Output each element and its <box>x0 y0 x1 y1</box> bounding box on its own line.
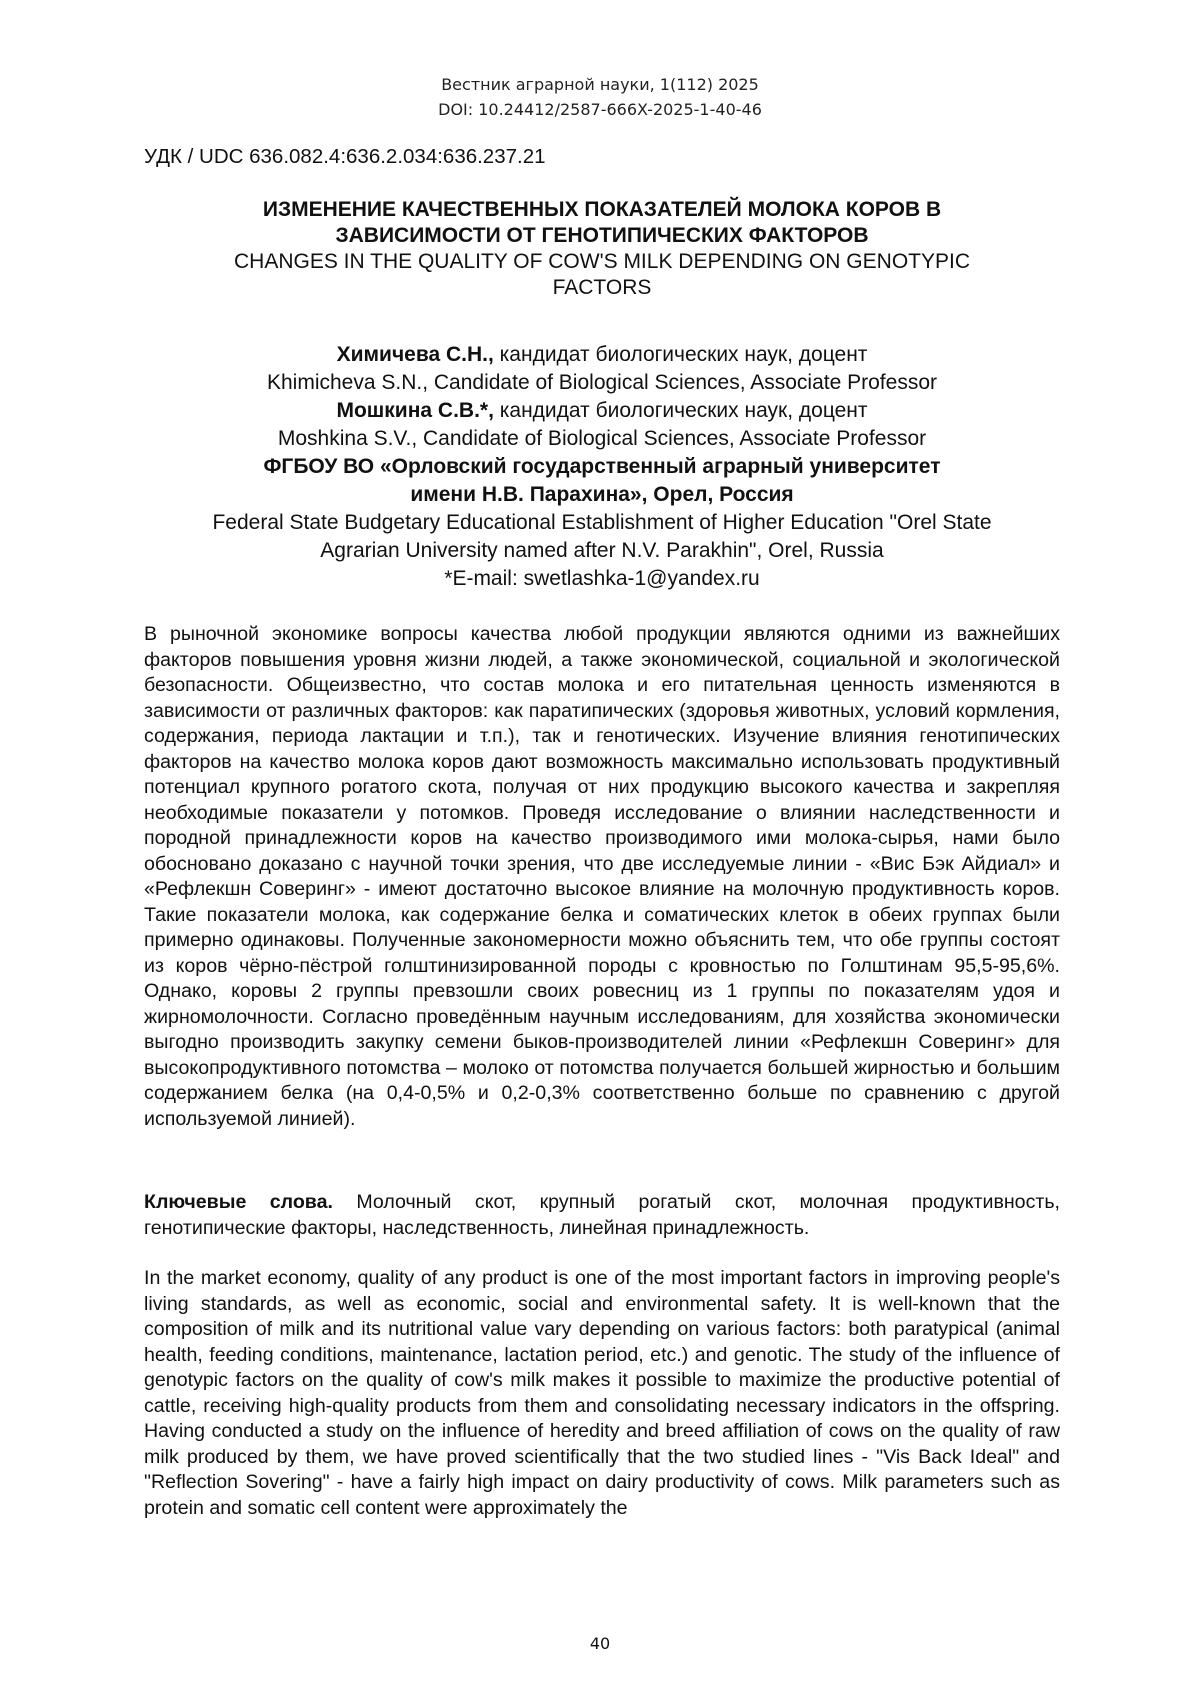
doi: DOI: 10.24412/2587-666X-2025-1-40-46 <box>438 100 762 119</box>
title-en-line-2: FACTORS <box>552 276 652 299</box>
page-number: 40 <box>589 1634 611 1653</box>
title-ru-line-1: ИЗМЕНЕНИЕ КАЧЕСТВЕННЫХ ПОКАЗАТЕЛЕЙ МОЛОКА КОРОВ В <box>262 198 942 221</box>
author-2-role: кандидат биологических наук, доцент <box>493 399 868 422</box>
abstract-ru: В рыночной экономике вопросы качества любой продукции являются одними из важнейших факторов повышения уровня жизни людей, а также экономической, социальной и экологической безопасности. Общеизвестно, что состав молока и его питательная ценность изменяются в зависимости от различных факторов: как паратипических (здоровья животных, условий кормления, содержания, периода лактации и т.п.), так и генотических. Изучение влияния генотипических факторов на качество молока коров дают возможность максимально использовать продуктивный потенциал крупного рогатого скота, получая от них продукцию высокого качества и закрепляя необходимые показатели у потомков. Проведя исследование о влиянии наследственности и породной принадлежности коров на качество производимого ими молока-сырья, нами было обосновано доказано с научной точки зрения, что две исследуемые линии - «Вис Бэк Айдиал» и «Рефлекшн Соверинг» - имеют достаточно высокое влияние на молочную продуктивность коров. Такие показатели молока, как содержание белка и соматических клеток в обеих группах были примерно одинаковы. Полученные закономерности можно объяснить тем, что обе группы состоят из коров чёрно-пёстрой голштинизированной породы с кровностью по Голштинам 95,5-95,6%. Однако, коровы 2 группы превзошли своих ровесниц из 1 группы по показателям удоя и жирномолочности. Согласно проведённым научным исследованиям, для хозяйства экономически выгодно производить закупку семени быков-производителей линии «Рефлекшн Соверинг» для высокопродуктивного потомства – молоко от потомства получается большей жирностью и большим содержанием белка (на 0,4-0,5% и 0,2-0,3% соответственно больше по сравнению с другой используемой линией). <box>144 623 1060 1130</box>
author-1-en: Khimicheva S.N., Candidate of Biological Sciences, Associate Professor <box>266 371 937 394</box>
author-1-name: Химичева С.Н., <box>336 343 494 366</box>
title-block <box>150 197 1054 301</box>
author-1-role: кандидат биологических наук, доцент <box>493 343 868 366</box>
title-ru-line-2: ЗАВИСИМОСТИ ОТ ГЕНОТИПИЧЕСКИХ ФАКТОРОВ <box>335 224 869 247</box>
keywords <box>144 1190 1060 1241</box>
author-2-en: Moshkina S.V., Candidate of Biological Sciences, Associate Professor <box>277 427 927 450</box>
affiliation-ru-line-2: имени Н.В. Парахина», Орел, Россия <box>410 483 794 506</box>
affiliation-ru-line-1: ФГБОУ ВО «Орловский государственный аграрный университет <box>263 455 941 478</box>
keywords-label: Ключевые слова. <box>144 1191 333 1213</box>
affiliation-en-line-2: Agrarian University named after N.V. Parakhin", Orel, Russia <box>320 539 884 562</box>
affiliation-en-line-1: Federal State Budgetary Educational Establishment of Higher Education "Orel State <box>212 511 992 534</box>
contact-email: *E-mail: swetlashka-1@yandex.ru <box>444 567 760 590</box>
udc-code: УДК / UDC 636.082.4:636.2.034:636.237.21 <box>144 145 546 168</box>
running-head <box>0 72 1200 122</box>
abstract-en: In the market economy, quality of any product is one of the most important factors in improving people's living standards, as well as economic, social and environmental safety. It is well-known that the composition of milk and its nutritional value vary depending on various factors: both paratypical (animal health, feeding conditions, maintenance, lactation period, etc.) and genotic. The study of the influence of genotypic factors on the quality of cow's milk makes it possible to maximize the productive potential of cattle, receiving high-quality products from them and consolidating necessary indicators in the offspring. Having conducted a study on the influence of heredity and breed affiliation of cows on the quality of raw milk produced by them, we have proved scientifically that the two studied lines - "Vis Back Ideal" and "Reflection Sovering" - have a fairly high impact on dairy productivity of cows. Milk parameters such as protein and somatic cell content were approximately the <box>144 1267 1060 1519</box>
author-1-ru <box>130 341 1074 369</box>
journal-issue: Вестник аграрной науки, 1(112) 2025 <box>441 75 759 94</box>
author-2-ru <box>130 397 1074 425</box>
authors-block <box>130 341 1074 593</box>
author-2-name: Мошкина С.В.*, <box>336 399 494 422</box>
keywords-text: Молочный скот, крупный рогатый скот, молочная продуктивность, генотипические факторы, наследственность, линейная принадлежность. <box>144 1191 1061 1239</box>
title-en-line-1: CHANGES IN THE QUALITY OF COW'S MILK DEPENDING ON GENOTYPIC <box>233 250 970 273</box>
